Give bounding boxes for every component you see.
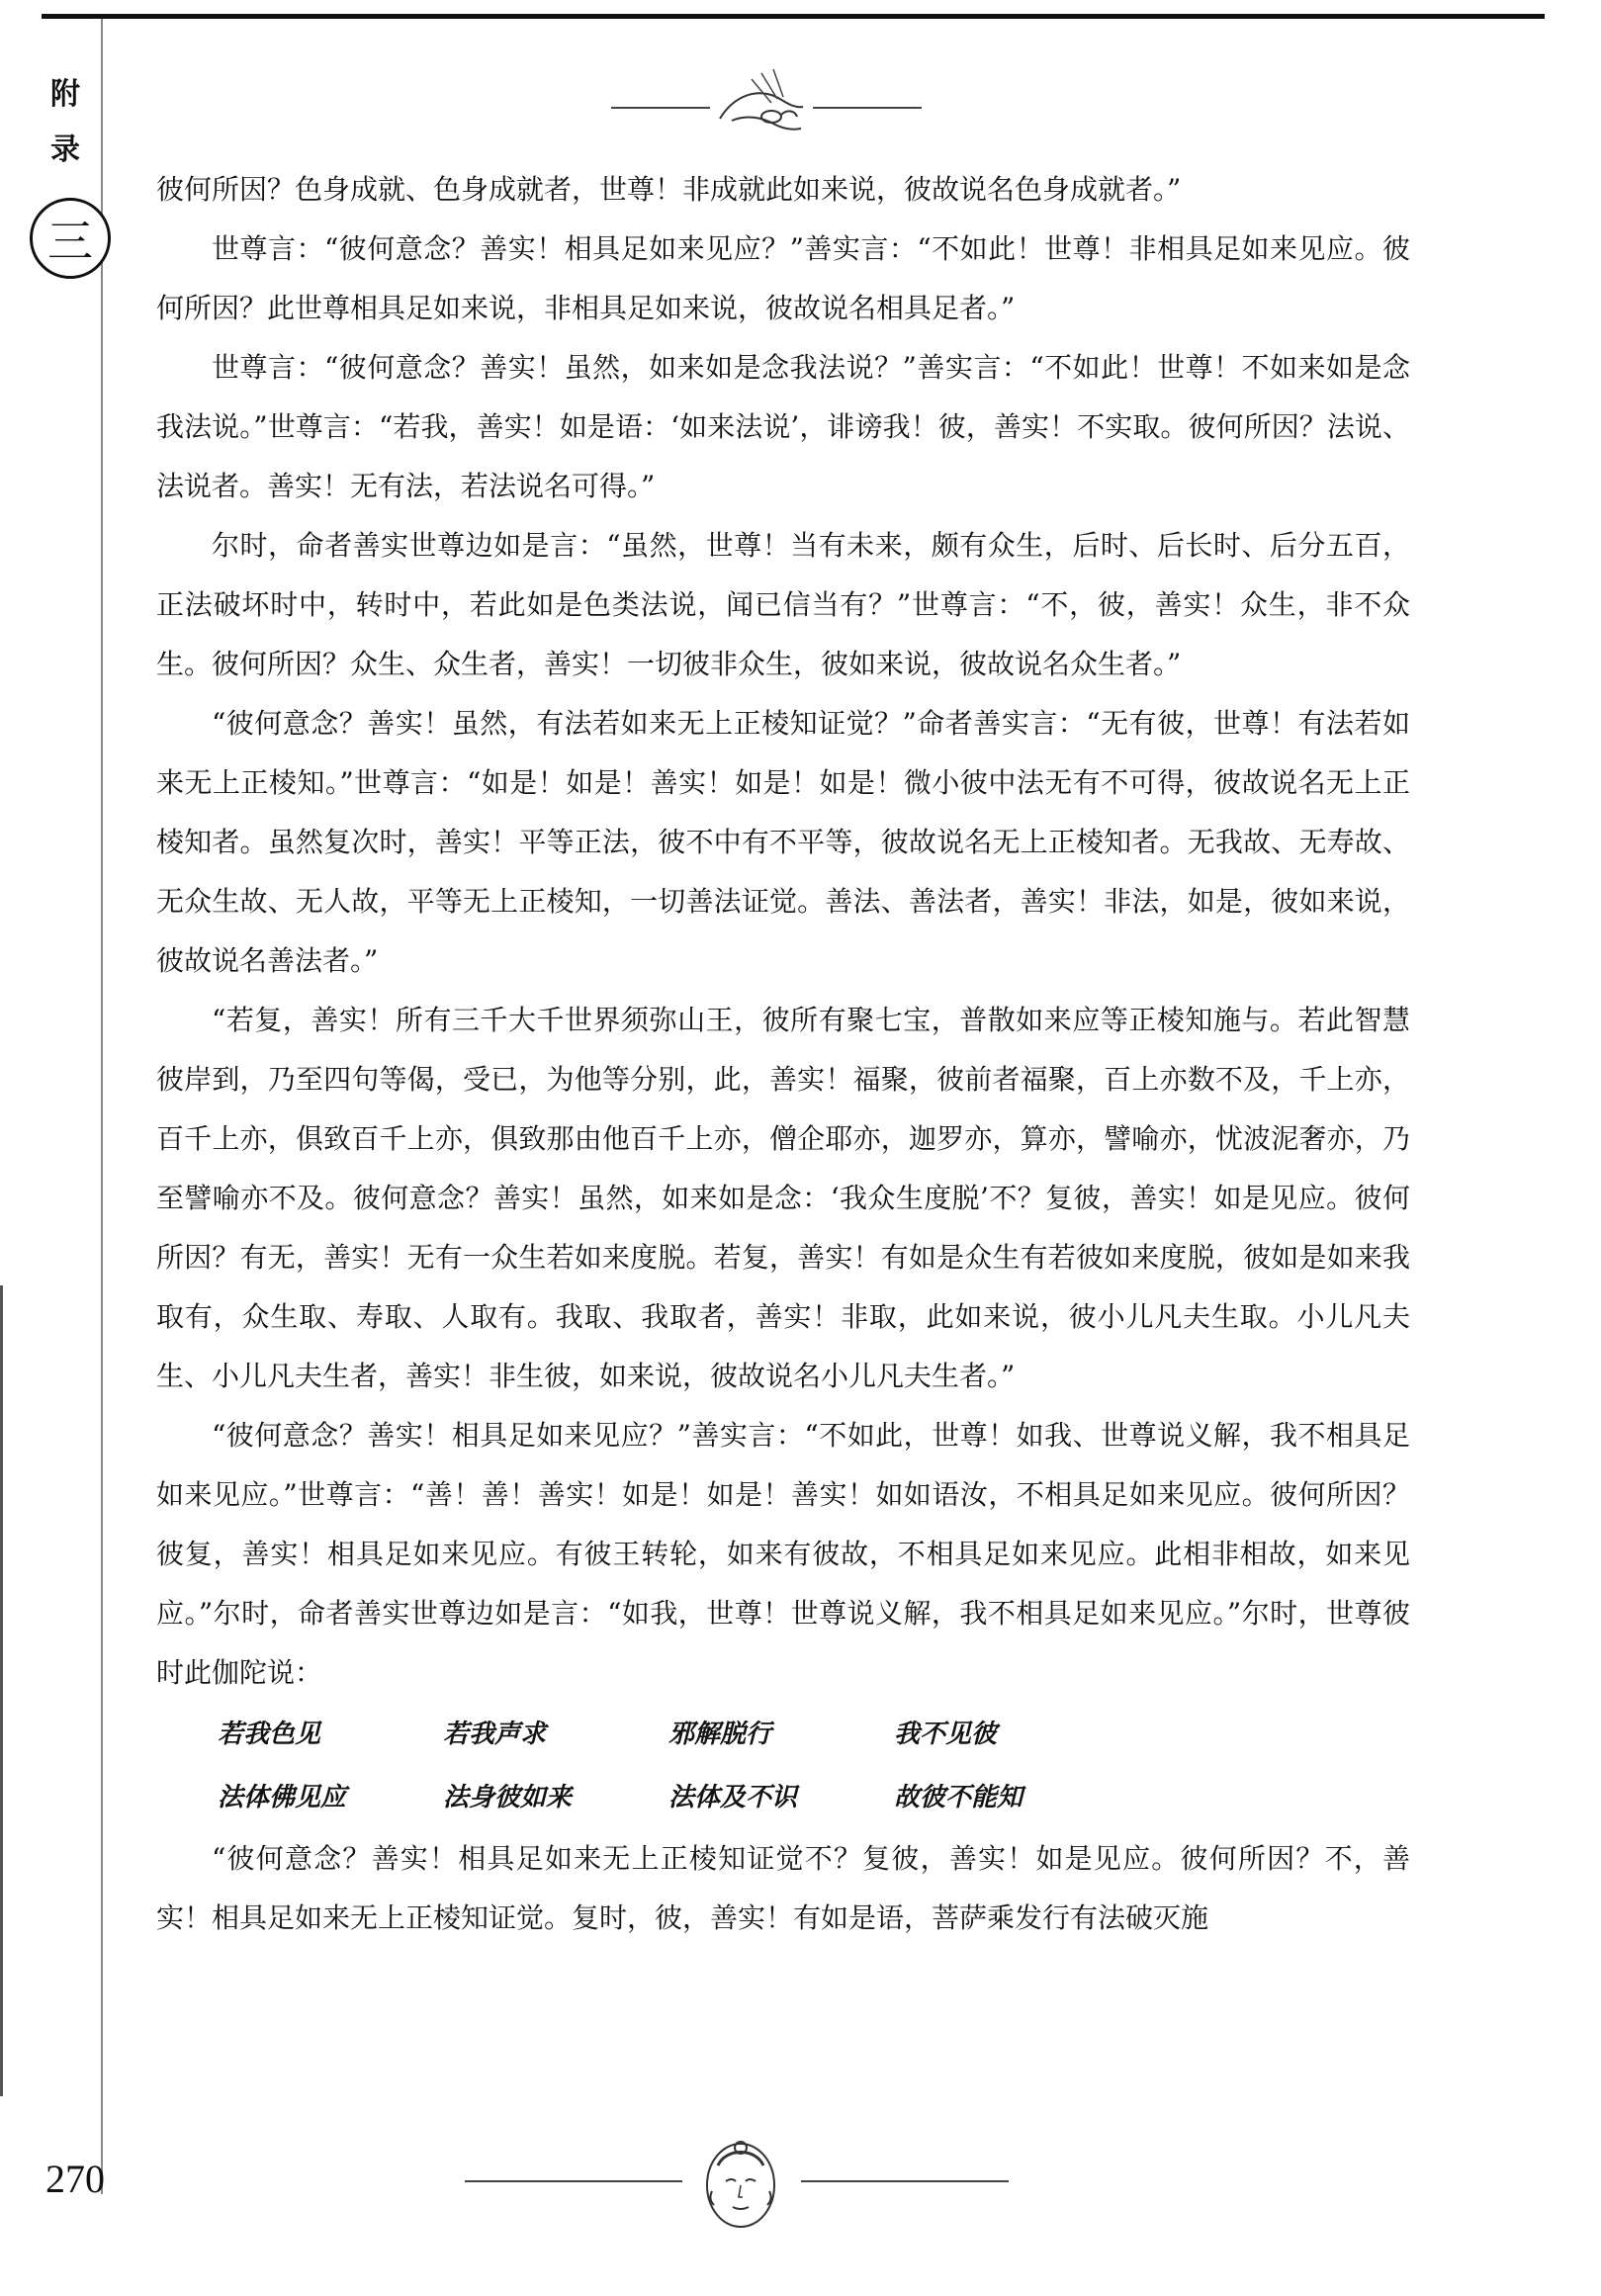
verse-phrase: 法体及不识 xyxy=(668,1783,798,1812)
side-label-lu: 录 xyxy=(50,132,80,167)
page-number: 270 xyxy=(45,2157,105,2201)
paragraph-2: 世尊言：“彼何意念？善实！相具足如来见应？”善实言：“不如此！世尊！非相具足如来见应。彼何所因？此世尊相具足如来说，非相具足如来说，彼故说名相具足者。” xyxy=(156,232,1410,324)
verse-phrase: 邪解脱行 xyxy=(668,1720,772,1749)
verse-phrase: 故彼不能知 xyxy=(894,1783,1023,1812)
paragraph-4: 尔时，命者善实世尊边如是言：“虽然，世尊！当有未来，颇有众生，后时、后长时、后分五百，正法破坏时中，转时中，若此如是色类法说，闻已信当有？”世尊言：“不，彼，善实！众生，非不众生。彼何所因？众生、众生者，善实！一切彼非众生，彼如来说，彼故说名众生者。” xyxy=(156,529,1410,680)
ornament-line-right xyxy=(813,107,922,109)
verse-line-1 xyxy=(156,1703,1410,1766)
chapter-badge xyxy=(30,198,111,279)
verse-phrase: 法体佛见应 xyxy=(218,1783,347,1812)
paragraph-7: “彼何意念？善实！相具足如来见应？”善实言：“不如此，世尊！如我、世尊说义解，我不相具足如来见应。”世尊言：“善！善！善实！如是！如是！善实！如如语汝，不相具足如来见应。彼何所因？彼复，善实！相具足如来见应。有彼王转轮，如来有彼故，不相具足如来见应。此相非相故，如来见应。”尔时，命者善实世尊边如是言：“如我，世尊！世尊说义解，我不相具足如来见应。”尔时，世尊彼时此伽陀说： xyxy=(156,1419,1410,1689)
ornament-hand-icon xyxy=(712,59,811,148)
footer-line-right xyxy=(801,2180,1009,2182)
top-rule xyxy=(42,14,1545,19)
chapter-number: 三 xyxy=(47,215,93,268)
paragraph-1: 彼何所因？色身成就、色身成就者，世尊！非成就此如来说，彼故说名色身成就者。” xyxy=(156,173,1182,206)
footer-line-left xyxy=(465,2180,682,2182)
side-rule xyxy=(101,19,103,2194)
verse-phrase: 法身彼如来 xyxy=(443,1783,573,1812)
buddha-face-icon xyxy=(696,2136,785,2235)
verse-phrase: 若我声求 xyxy=(443,1720,547,1749)
verse-phrase: 我不见彼 xyxy=(894,1720,998,1749)
main-text xyxy=(156,160,1410,1948)
verse-line-2 xyxy=(156,1766,1410,1829)
side-label-fu: 附 xyxy=(50,77,80,112)
verse-phrase: 若我色见 xyxy=(218,1720,321,1749)
paragraph-8: “彼何意念？善实！相具足如来无上正棱知证觉不？复彼，善实！如是见应。彼何所因？不，善实！相具足如来无上正棱知证觉。复时，彼，善实！有如是语，菩萨乘发行有法破灭施 xyxy=(156,1842,1410,1934)
paragraph-3: 世尊言：“彼何意念？善实！虽然，如来如是念我法说？”善实言：“不如此！世尊！不如来如是念我法说。”世尊言：“若我，善实！如是语：‘如来法说’，诽谤我！彼，善实！不实取。彼何所因？法说、法说者。善实！无有法，若法说名可得。” xyxy=(156,351,1410,502)
ornament-line-left xyxy=(611,107,710,109)
paragraph-6: “若复，善实！所有三千大千世界须弥山王，彼所有聚七宝，普散如来应等正棱知施与。若此智慧彼岸到，乃至四句等偈，受已，为他等分别，此，善实！福聚，彼前者福聚，百上亦数不及，千上亦，百千上亦，俱致百千上亦，俱致那由他百千上亦，僧企耶亦，迦罗亦，算亦，譬喻亦，忧波泥奢亦，乃至譬喻亦不及。彼何意念？善实！虽然，如来如是念：‘我众生度脱’不？复彼，善实！如是见应。彼何所因？有无，善实！无有一众生若如来度脱。若复，善实！有如是众生有若彼如来度脱，彼如是如来我取有，众生取、寿取、人取有。我取、我取者，善实！非取，此如来说，彼小儿凡夫生取。小儿凡夫生、小儿凡夫生者，善实！非生彼，如来说，彼故说名小儿凡夫生者。” xyxy=(156,1004,1410,1392)
page-edge-shadow xyxy=(0,1285,3,2096)
paragraph-5: “彼何意念？善实！虽然，有法若如来无上正棱知证觉？”命者善实言：“无有彼，世尊！有法若如来无上正棱知。”世尊言：“如是！如是！善实！如是！如是！微小彼中法无有不可得，彼故说名无上正棱知者。虽然复次时，善实！平等正法，彼不中有不平等，彼故说名无上正棱知者。无我故、无寿故、无众生故、无人故，平等无上正棱知，一切善法证觉。善法、善法者，善实！非法，如是，彼如来说，彼故说名善法者。” xyxy=(156,707,1410,977)
